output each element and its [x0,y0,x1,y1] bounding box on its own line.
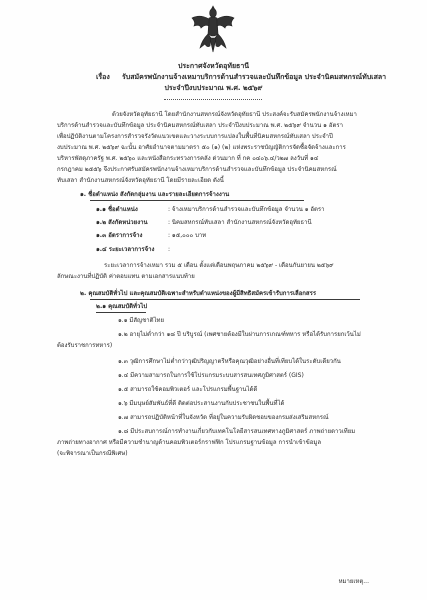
qualification-8-cont-2: (จะพิจารณาเป็นกรณีพิเศษ) [57,450,128,457]
qualification-5: ๑.๕ สามารถใช้คอมพิวเตอร์ และโปรแกรมพื้นฐานได้ดี [118,386,258,393]
item-1-2-label: ๑.๒ สังกัดหน่วยงาน [96,219,148,226]
section-1-heading: ๑. ชื่อตำแหน่ง สังกัดกลุ่มงาน และรายละเอียดการจ้างงาน [80,191,230,198]
qualification-7: ๑.๗ สามารถปฏิบัติหน้าที่ในจังหวัด ที่อยู่ในความรับผิดชอบของกรมส่งเสริมสหกรณ์ [118,414,329,421]
item-1-4-value: : [168,246,171,253]
title-divider [164,99,262,100]
section-2-underline [90,299,360,300]
item-1-1-value: : จ้างเหมาบริการด้านสำรวจและบันทึกข้อมูล จำนวน ๑ อัตรา [168,206,325,213]
intro-line-5: บริหารพัสดุภาครัฐ พ.ศ. ๒๕๖๐ และหนังสือกระทรวงการคลัง ด่วนมาก ที่ กค ๐๔๐๖.๔/ว๒๗ ลงวันที่ ๑๔ [57,155,319,162]
item-1-1-label: ๑.๑ ชื่อตำแหน่ง [96,206,138,213]
section-1-underline [90,200,304,201]
continued-note: หมายเหตุ... [338,578,369,585]
qualification-3: ๑.๓ วุฒิการศึกษาไม่ต่ำกว่าวุฒิปริญญาตรีหรือคุณวุฒิอย่างอื่นที่เทียบได้ในระดับเดียวกัน [118,358,341,365]
item-1-2-value: : นิคมสหกรณ์ทับเสลา สำนักงานสหกรณ์จังหวัดอุทัยธานี [168,219,312,226]
intro-line-1: ด้วยจังหวัดอุทัยธานี โดยสำนักงานสหกรณ์จังหวัดอุทัยธานี ประสงค์จะรับสมัครพนักงานจ้างเหมา [112,111,357,118]
item-1-4-label: ๑.๔ ระยะเวลาการจ้าง [96,246,155,253]
qualification-8-cont-1: ภาพถ่ายทางอากาศ หรือมีความชำนาญด้านคอมพิวเตอร์กราฟฟิก โปรแกรมฐานข้อมูล การนำเข้าข้อมูล [57,439,322,446]
qualification-2-cont: ต้องรับราชการทหาร) [57,342,113,349]
section-2-1-heading: ๒.๑ คุณสมบัติทั่วไป [96,303,148,310]
subject-label: เรื่อง [96,73,110,81]
garuda-emblem-icon [188,4,238,56]
item-1-3-label: ๑.๓ อัตราการจ้าง [96,232,143,239]
period-line-2: ลักษณะงานที่ปฏิบัติ ค่าตอบแทน ตามเอกสารแนบท้าย [57,273,195,280]
intro-line-7: ทับเสลา สำนักงานสหกรณ์จังหวัดอุทัยธานี โดยมีรายละเอียด ดังนี้ [57,177,224,184]
qualification-6: ๑.๖ มีมนุษย์สัมพันธ์ที่ดี ติดต่อประสานงานกับประชาชนในพื้นที่ได้ [118,400,285,407]
section-2-heading: ๒. คุณสมบัติทั่วไป และคุณสมบัติเฉพาะสำหรับตำแหน่งของผู้มีสิทธิสมัครเข้ารับการเลือกสรร [80,290,317,297]
subject-line-2: ประจำปีงบประมาณ พ.ศ. ๒๕๖๙ [164,84,263,92]
intro-line-3: เพื่อปฏิบัติงานตามโครงการสำรวจรังวัดแนวเขตและวางระบบการแปลงในพื้นที่นิคมสหกรณ์ทับเสลา ประจำปี [57,133,333,140]
qualification-4: ๑.๔ มีความสามารถในการใช้โปรแกรมระบบสารสนเทศภูมิศาสตร์ (GIS) [118,372,304,379]
subject-line-1: รับสมัครพนักงานจ้างเหมาบริการด้านสำรวจและบันทึกข้อมูล ประจำนิคมสหกรณ์ทับเสลา [122,73,387,81]
section-2-1-underline [96,312,146,313]
intro-line-6: กรกฎาคม ๒๕๕๖ จึงประกาศรับสมัครพนักงานจ้างเหมาบริการด้านสำรวจและบันทึกข้อมูล ประจำนิคมสหกรณ์ [57,166,337,173]
period-line-1: ระยะเวลาการจ้างเหมา รวม ๕ เดือน ตั้งแต่เดือนพฤษภาคม ๒๕๖๙ - เดือนกันยายน ๒๕๖๙ [104,262,334,269]
qualification-8: ๑.๘ มีประสบการณ์การทำงานเกี่ยวกับเทคโนโลยีสารสนเทศทางภูมิศาสตร์ ภาพถ่ายดาวเทียม [118,428,356,435]
intro-line-2: บริการด้านสำรวจและบันทึกข้อมูล ประจำนิคมสหกรณ์ทับเสลา ประจำปีงบประมาณ พ.ศ. ๒๕๖๙ จำนวน ๑ อัตรา [57,122,343,129]
announcement-title: ประกาศจังหวัดอุทัยธานี [177,62,250,70]
item-1-3-value: : ๑๕,๐๐๐ บาท [168,232,207,239]
qualification-1: ๑.๑ มีสัญชาติไทย [118,317,164,324]
intro-line-4: งบประมาณ พ.ศ. ๒๕๖๙ ฉะนั้น อาศัยอำนาจตามมาตรา ๕๐ (๑) (๒) แห่งพระราชบัญญัติการจัดซื้อจัดจ้างและการ [57,144,346,151]
qualification-2: ๑.๒ อายุไม่ต่ำกว่า ๑๘ ปี บริบูรณ์ (เพศชายต้องมีใบผ่านการเกณฑ์ทหาร หรือได้รับการยกเว้นไม่ [118,331,361,338]
